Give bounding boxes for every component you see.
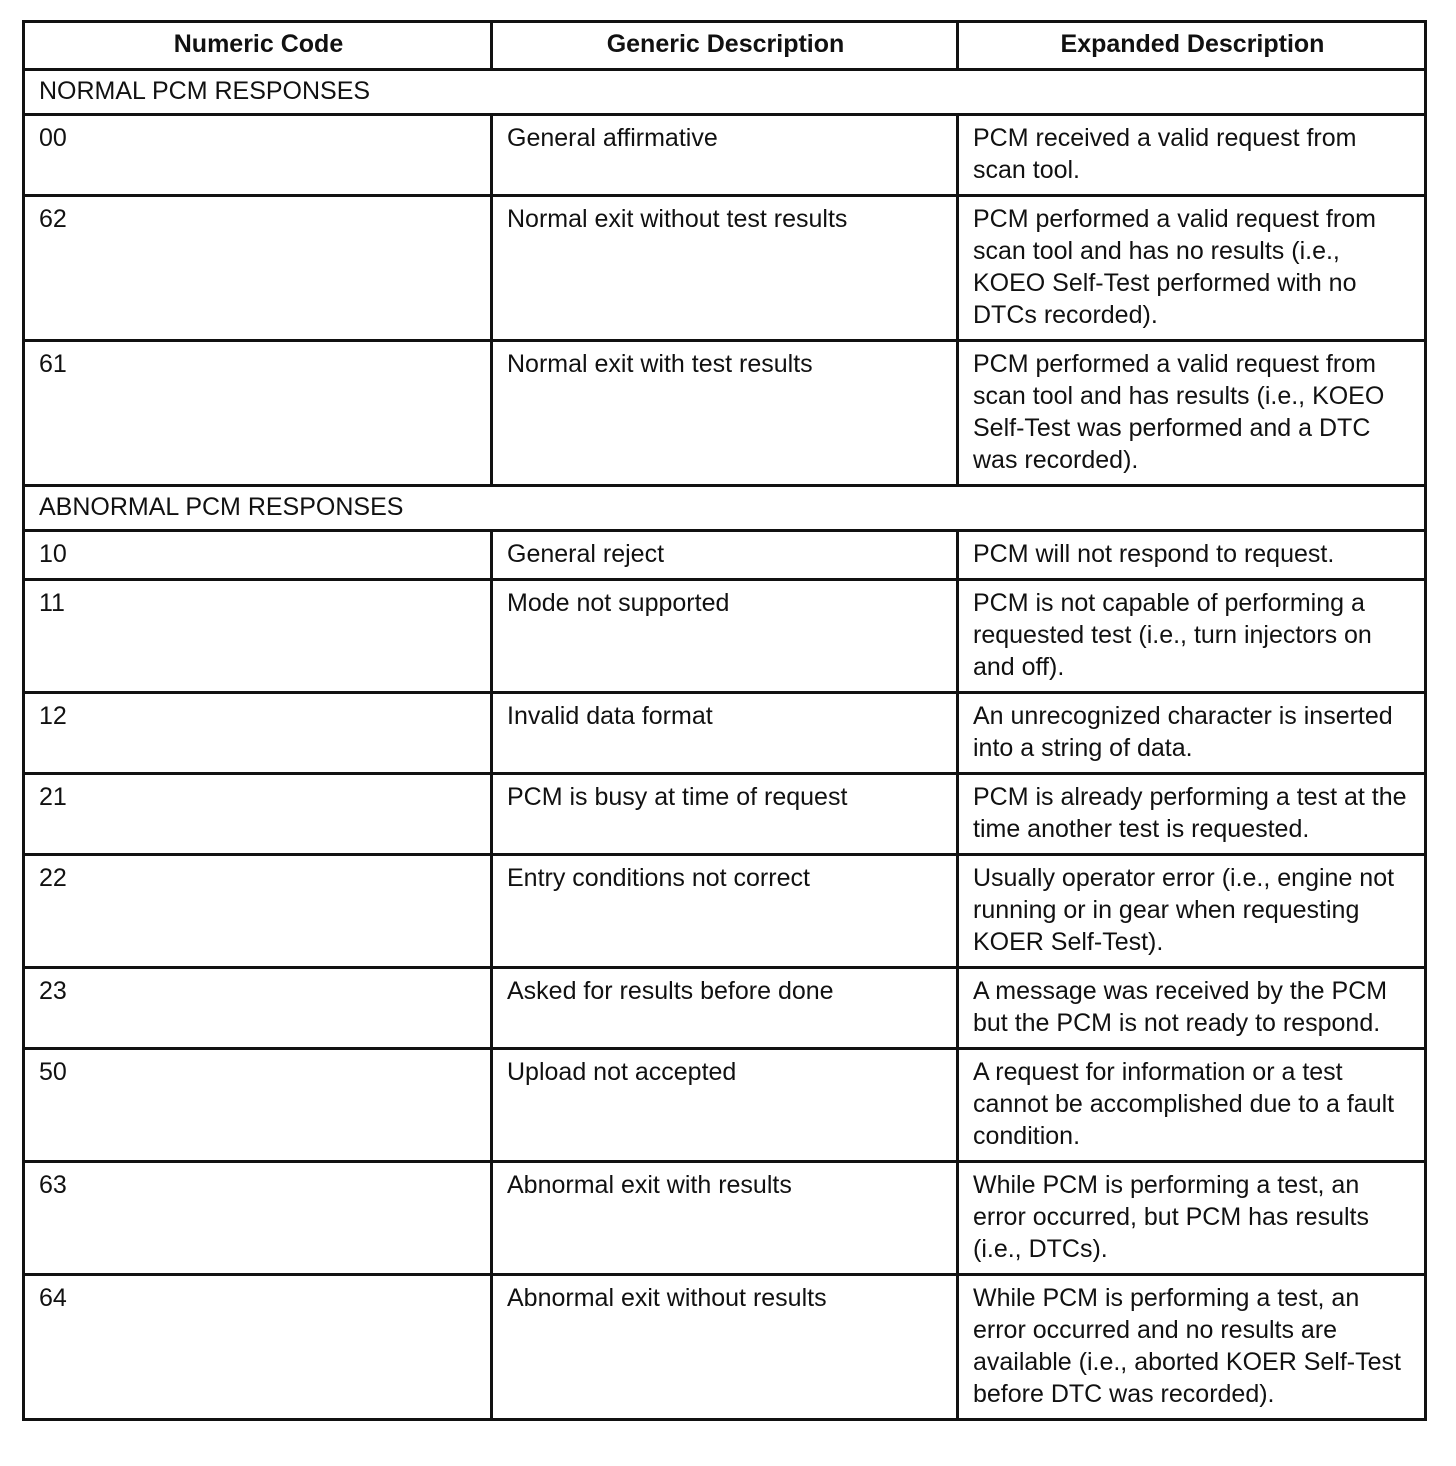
expanded-description-cell: While PCM is performing a test, an error occurred and no results are available (i.e., aborted KOER Self-Test before DTC was recorded). [958, 1275, 1426, 1420]
numeric-code-cell: 23 [24, 968, 492, 1049]
table-row [24, 1275, 1426, 1420]
expanded-description-cell: A request for information or a test cannot be accomplished due to a fault condition. [958, 1049, 1426, 1162]
table-row [24, 693, 1426, 774]
generic-description-cell: Normal exit with test results [492, 341, 958, 486]
table-row [24, 1162, 1426, 1275]
table-row [24, 341, 1426, 486]
numeric-code-cell: 22 [24, 855, 492, 968]
generic-description-cell: Entry conditions not correct [492, 855, 958, 968]
generic-description-cell: General reject [492, 531, 958, 580]
table-row [24, 196, 1426, 341]
numeric-code-cell: 00 [24, 115, 492, 196]
generic-description-cell: Asked for results before done [492, 968, 958, 1049]
numeric-code-cell: 63 [24, 1162, 492, 1275]
expanded-description-cell: PCM received a valid request from scan tool. [958, 115, 1426, 196]
section-row [24, 486, 1426, 531]
generic-description-cell: Mode not supported [492, 580, 958, 693]
generic-description-cell: General affirmative [492, 115, 958, 196]
numeric-code-cell: 62 [24, 196, 492, 341]
table-row [24, 968, 1426, 1049]
numeric-code-cell: 64 [24, 1275, 492, 1420]
expanded-description-cell: PCM is not capable of performing a requested test (i.e., turn injectors on and off). [958, 580, 1426, 693]
expanded-description-cell: PCM is already performing a test at the time another test is requested. [958, 774, 1426, 855]
pcm-response-table [22, 20, 1427, 1421]
expanded-description-cell: PCM will not respond to request. [958, 531, 1426, 580]
expanded-description-cell: Usually operator error (i.e., engine not running or in gear when requesting KOER Self-Test). [958, 855, 1426, 968]
numeric-code-cell: 50 [24, 1049, 492, 1162]
section-row [24, 70, 1426, 115]
numeric-code-cell: 21 [24, 774, 492, 855]
table-row [24, 580, 1426, 693]
header-generic-description: Generic Description [492, 22, 958, 70]
generic-description-cell: Normal exit without test results [492, 196, 958, 341]
expanded-description-cell: While PCM is performing a test, an error occurred, but PCM has results (i.e., DTCs). [958, 1162, 1426, 1275]
numeric-code-cell: 11 [24, 580, 492, 693]
table-row [24, 855, 1426, 968]
generic-description-cell: Invalid data format [492, 693, 958, 774]
header-numeric-code: Numeric Code [24, 22, 492, 70]
expanded-description-cell: PCM performed a valid request from scan tool and has results (i.e., KOEO Self-Test was performed and a DTC was recorded). [958, 341, 1426, 486]
numeric-code-cell: 12 [24, 693, 492, 774]
generic-description-cell: Abnormal exit without results [492, 1275, 958, 1420]
table-row [24, 774, 1426, 855]
header-expanded-description: Expanded Description [958, 22, 1426, 70]
expanded-description-cell: A message was received by the PCM but the PCM is not ready to respond. [958, 968, 1426, 1049]
table-row [24, 531, 1426, 580]
generic-description-cell: Upload not accepted [492, 1049, 958, 1162]
expanded-description-cell: An unrecognized character is inserted into a string of data. [958, 693, 1426, 774]
generic-description-cell: PCM is busy at time of request [492, 774, 958, 855]
table-row [24, 115, 1426, 196]
generic-description-cell: Abnormal exit with results [492, 1162, 958, 1275]
numeric-code-cell: 61 [24, 341, 492, 486]
expanded-description-cell: PCM performed a valid request from scan tool and has no results (i.e., KOEO Self-Test performed with no DTCs recorded). [958, 196, 1426, 341]
numeric-code-cell: 10 [24, 531, 492, 580]
header-row [24, 22, 1426, 70]
section-title-normal: NORMAL PCM RESPONSES [24, 70, 1426, 115]
section-title-abnormal: ABNORMAL PCM RESPONSES [24, 486, 1426, 531]
table-row [24, 1049, 1426, 1162]
